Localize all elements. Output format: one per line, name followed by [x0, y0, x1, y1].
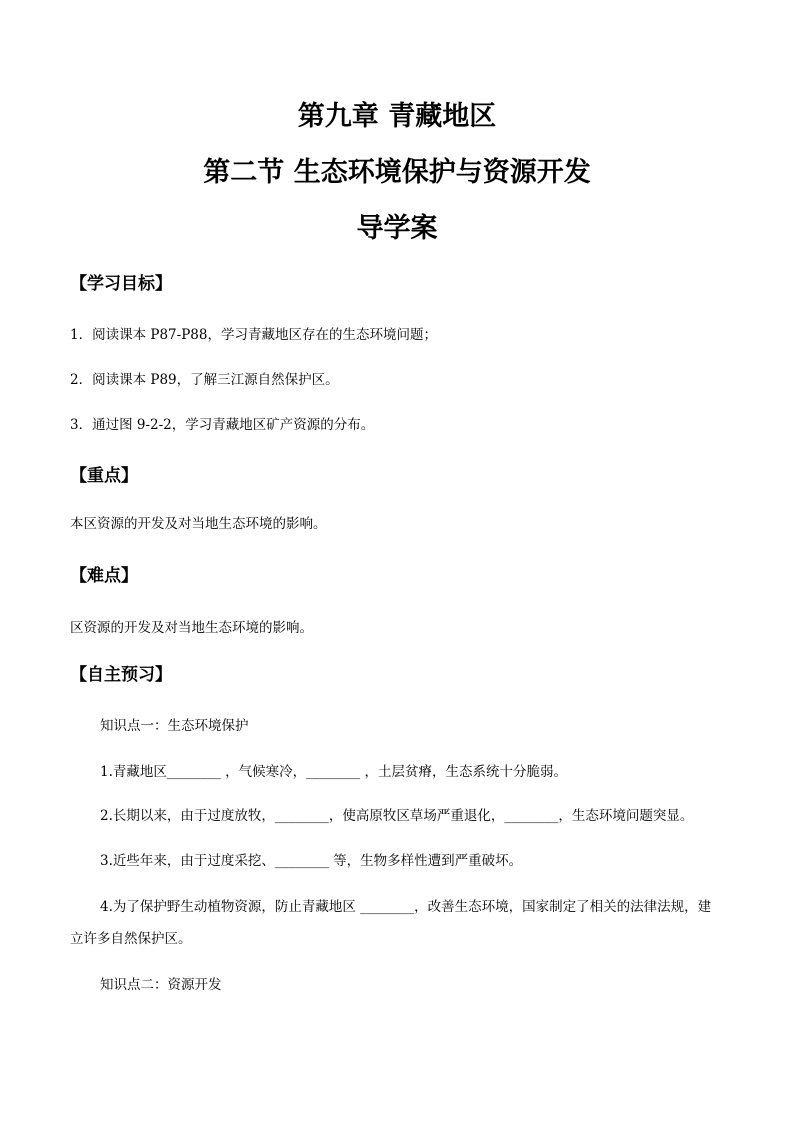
question-3: 3.近些年来，由于过度采挖、________ 等，生物多样性遭到严重破坏。 — [100, 853, 523, 869]
topic-one-label: 知识点一：生态环境保护 — [100, 718, 249, 734]
question-2: 2.长期以来，由于过度放牧，________，使高原牧区草场严重退化，________，生态环境问题突显。 — [100, 808, 694, 824]
difficult-points-heading: 【难点】 — [70, 566, 138, 586]
chapter-title: 第九章 青藏地区 — [297, 101, 497, 132]
doc-subtitle: 导学案 — [356, 213, 438, 244]
difficult-points-text: 区资源的开发及对当地生态环境的影响。 — [70, 620, 313, 636]
self-study-heading: 【自主预习】 — [70, 665, 172, 685]
key-points-heading: 【重点】 — [70, 466, 138, 486]
learning-goals-heading: 【学习目标】 — [70, 274, 172, 294]
question-1: 1.青藏地区________ ，气候寒冷，________ ，土层贫瘠，生态系统十分脆弱。 — [100, 764, 567, 780]
goal-item-1: 1．阅读课本 P87-P88，学习青藏地区存在的生态环境问题； — [70, 327, 437, 343]
key-points-text: 本区资源的开发及对当地生态环境的影响。 — [70, 516, 327, 532]
goal-item-2: 2．阅读课本 P89，了解三江源自然保护区。 — [70, 372, 339, 388]
goal-item-3: 3．通过图 9-2-2，学习青藏地区矿产资源的分布。 — [70, 417, 375, 433]
section-title: 第二节 生态环境保护与资源开发 — [203, 157, 591, 188]
topic-two-label: 知识点二：资源开发 — [100, 977, 222, 993]
question-4: 4.为了保护野生动植物资源，防止青藏地区 ________，改善生态环境，国家制定了相关的法律法规，建立许多自然保护区。 — [70, 899, 712, 947]
